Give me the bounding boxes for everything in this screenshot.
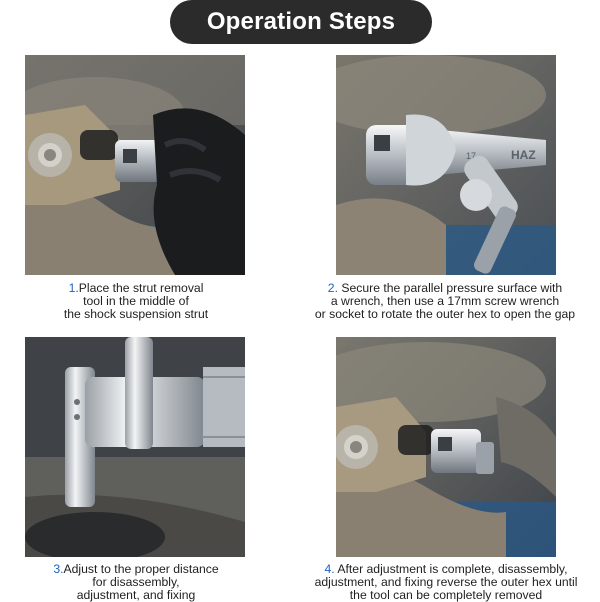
step-4-caption [302, 563, 590, 602]
step-3-caption [20, 563, 252, 602]
step-1-line-3: the shock suspension strut [63, 307, 209, 321]
step-1-line-1: 1.Place the strut removal [68, 281, 204, 295]
step-3-illustration [25, 337, 245, 557]
step-3-line-2: for disassembly, [92, 575, 180, 589]
step-3-line-1: 3.Adjust to the proper distance [53, 562, 219, 576]
step-2-caption [295, 282, 595, 321]
step-1-caption [20, 282, 252, 321]
step-3-photo [25, 337, 245, 557]
page-title-text: Operation Steps [206, 8, 396, 35]
step-3-line-3: adjustment, and fixing [76, 588, 196, 602]
step-4-photo [336, 337, 556, 557]
page-title [170, 0, 432, 44]
wrench-brand-marking: HAZ [511, 148, 536, 162]
step-4-illustration [336, 337, 556, 557]
step-2-line-2: a wrench, then use a 17mm screw wrench [330, 294, 560, 308]
step-1-line-2: tool in the middle of [83, 294, 189, 308]
step-4-number: 4. [324, 562, 335, 576]
step-2-illustration [336, 55, 556, 275]
step-4-line-3: the tool can be completely removed [349, 588, 543, 602]
step-2-line-3: or socket to rotate the outer hex to open the gap [314, 307, 576, 321]
step-4-line-2: adjustment, and fixing reverse the outer hex until [314, 575, 578, 589]
step-3-number: 3. [53, 562, 64, 576]
step-2-number: 2. [327, 281, 338, 295]
step-1-photo [25, 55, 245, 275]
step-1-number: 1. [68, 281, 79, 295]
step-2-photo [336, 55, 556, 275]
wrench-size-marking: 17 [466, 151, 477, 161]
step-2-line-1: 2. Secure the parallel pressure surface with [327, 281, 563, 295]
step-1-illustration [25, 55, 245, 275]
step-4-line-1: 4. After adjustment is complete, disassembly, [324, 562, 568, 576]
